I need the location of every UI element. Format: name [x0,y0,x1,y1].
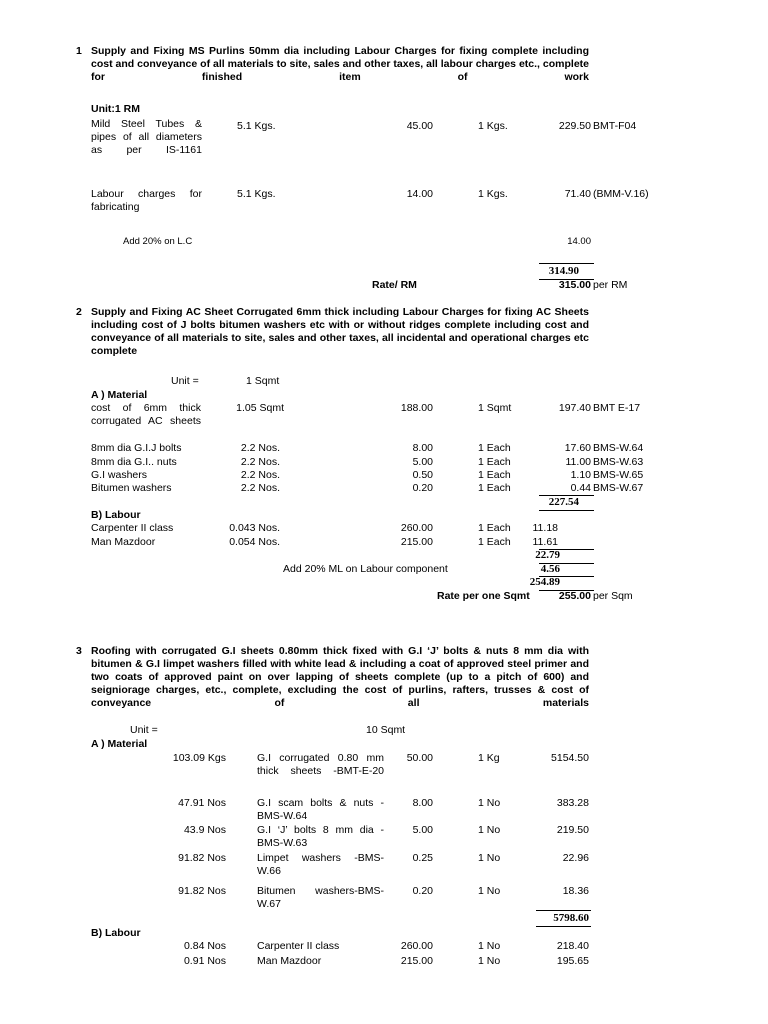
item-3-material-row-5-rate: 0.20 [412,885,433,897]
item-2-material-row-2-per: 1 Each [478,442,511,454]
item-2-material-row-5-per: 1 Each [478,482,511,494]
item-3-material-row-2-desc: G.I scam bolts & nuts -BMS-W.64 [257,797,384,822]
item-2-material-row-4-ref: BMS-W.65 [593,469,644,481]
item-2-material-row-1-per: 1 Sqmt [478,402,512,414]
item-2-labour-row-2-qty: 0.054 Nos. [229,536,280,548]
item-3-labour-row-2-qty: 0.91 Nos [183,955,226,967]
item-1-rule-top [539,263,594,264]
item-2-grand-total: 254.89 [529,576,560,588]
item-3-labour-row-2-rate: 215.00 [400,955,433,967]
item-1-unit: Unit:1 RM [91,103,140,115]
item-3-material-row-5-qty: 91.82 Nos [178,885,226,897]
item-3-material-row-5-desc: Bitumen washers-BMS-W.67 [257,885,384,910]
item-2-rate-unit: per Sqm [593,590,633,602]
item-3-material-total: 5798.60 [553,912,589,924]
item-2-material-total: 227.54 [548,496,579,508]
item-3-unit-value: 10 Sqmt [366,724,406,736]
item-2-unit-value: 1 Sqmt [246,375,280,387]
item-1-rate-value: 315.00 [558,279,591,291]
item-1-add-label: Add 20% on L.C [123,236,193,247]
item-2-material-row-4-amount: 1.10 [570,469,591,481]
item-3-material-row-5-per: 1 No [478,885,501,897]
item-3-material-row-1-desc: G.I corrugated 0.80 mm thick sheets -BMT-E-20 [257,752,384,777]
item-2-material-row-4-per: 1 Each [478,469,511,481]
item-3-material-row-4-qty: 91.82 Nos [178,852,226,864]
item-3-material-row-3-amount: 219.50 [556,824,589,836]
item-2-material-row-4-rate: 0.50 [412,469,433,481]
item-3-labour-heading: B) Labour [91,927,141,939]
item-2-material-row-2-desc: 8mm dia G.I.J bolts [91,442,182,454]
item-2-labour-row-2-rate: 215.00 [400,536,433,548]
item-3-material-row-1-per: 1 Kg [478,752,500,764]
item-2-ml-label: Add 20% ML on Labour component [283,563,448,575]
item-2-material-row-2-amount: 17.60 [564,442,591,454]
item-3-labour-row-2-per: 1 No [478,955,501,967]
item-1-rate-label: Rate/ RM [372,279,417,291]
item-3-labour-row-2-amount: 195.65 [556,955,589,967]
item-3-material-rule-top [536,910,591,911]
item-1-description: Supply and Fixing MS Purlins 50mm dia including Labour Charges for fixing complete including cost and conveyance of all materials to site, sales and other taxes, all labour charges etc., complete for finished item of work [91,45,589,83]
item-2-material-row-3-per: 1 Each [478,456,511,468]
item-2-labour-heading: B) Labour [91,509,141,521]
item-1-row-2-per: 1 Kgs. [478,188,508,200]
item-2-material-row-2-qty: 2.2 Nos. [240,442,280,454]
item-3-material-row-3-qty: 43.9 Nos [183,824,226,836]
item-1-total: 314.90 [548,265,579,277]
item-3-description: Roofing with corrugated G.I sheets 0.80mm thick fixed with G.I ‘J’ bolts & nuts 8 mm dia with bitumen & G.I limpet washers filled with white lead & including a coat of approved steel primer and two coats of approved paint on over lapping of sheets complete (up to a pitch of 600) and seigniorage charges, etc., complete, excluding the cost of purlins, rafters, trusses & cost of conveyance of all materials [91,645,589,709]
item-2-ml-amount: 4.56 [540,563,560,575]
item-2-labour-row-1-amount: 11.18 [532,522,558,534]
item-2-material-row-3-rate: 5.00 [412,456,433,468]
item-1-row-2-ref: (BMM-V.16) [593,188,649,200]
item-3-labour-row-1-desc: Carpenter II class [257,940,340,952]
item-2-labour-row-1-desc: Carpenter II class [91,522,174,534]
item-1-number: 1 [76,45,82,57]
item-2-material-row-2-rate: 8.00 [412,442,433,454]
item-2-number: 2 [76,306,82,318]
item-1-row-2-rate: 14.00 [406,188,433,200]
item-3-labour-row-1-per: 1 No [478,940,501,952]
item-3-labour-row-1-qty: 0.84 Nos [183,940,226,952]
item-1-row-1-amount: 229.50 [558,120,591,132]
item-2-labour-row-2-desc: Man Mazdoor [91,536,156,548]
item-3-material-row-2-per: 1 No [478,797,501,809]
item-2-labour-row-2-per: 1 Each [478,536,511,548]
item-2-labour-row-2-amount: 11.61 [532,536,558,548]
item-2-material-row-5-rate: 0.20 [412,482,433,494]
item-3-material-heading: A ) Material [91,738,148,750]
item-2-material-row-5-qty: 2.2 Nos. [240,482,280,494]
item-2-material-row-3-amount: 11.00 [565,456,591,468]
item-3-material-row-1-rate: 50.00 [406,752,433,764]
item-2-material-row-1-qty: 1.05 Sqmt [236,402,284,414]
item-2-material-row-1-desc: cost of 6mm thick corrugated AC sheets [91,402,201,427]
item-1-row-1-desc: Mild Steel Tubes & pipes of all diameters as per IS-1161 [91,118,202,156]
item-1-rate-unit: per RM [593,279,628,291]
item-2-rate-label: Rate per one Sqmt [437,590,530,602]
item-2-material-row-3-ref: BMS-W.63 [593,456,644,468]
item-2-labour-total: 22.79 [535,549,560,561]
item-2-material-row-4-qty: 2.2 Nos. [240,469,280,481]
item-2-material-row-1-amount: 197.40 [558,402,591,414]
item-3-material-row-1-qty: 103.09 Kgs [172,752,226,764]
item-2-material-row-1-rate: 188.00 [400,402,433,414]
item-2-labour-row-1-per: 1 Each [478,522,511,534]
item-3-material-row-3-per: 1 No [478,824,501,836]
item-3-unit-label: Unit = [130,724,158,736]
item-1-row-2-amount: 71.40 [564,188,591,200]
item-1-row-1-ref: BMT-F04 [593,120,637,132]
item-3-labour-row-2-desc: Man Mazdoor [257,955,322,967]
item-2-material-row-3-qty: 2.2 Nos. [240,456,280,468]
item-3-number: 3 [76,645,82,657]
item-3-material-rule-bottom [536,926,591,927]
item-2-material-heading: A ) Material [91,389,148,401]
item-2-material-row-2-ref: BMS-W.64 [593,442,644,454]
item-2-material-row-3-desc: 8mm dia G.I.. nuts [91,456,177,468]
item-3-labour-row-1-amount: 218.40 [556,940,589,952]
item-1-row-1-rate: 45.00 [406,120,433,132]
item-2-material-row-5-amount: 0.44 [570,482,591,494]
item-1-row-2-desc: Labour charges for fabricating [91,188,202,213]
item-1-add-amount: 14.00 [567,236,591,247]
item-3-material-row-2-qty: 47.91 Nos [178,797,226,809]
item-3-material-row-2-rate: 8.00 [412,797,433,809]
item-2-material-row-5-desc: Bitumen washers [91,482,172,494]
item-2-material-row-5-ref: BMS-W.67 [593,482,644,494]
item-3-material-row-4-per: 1 No [478,852,501,864]
item-1-row-1-per: 1 Kgs. [478,120,508,132]
item-3-material-row-4-rate: 0.25 [412,852,433,864]
item-1-row-1-qty: 5.1 Kgs. [237,120,276,132]
item-2-material-row-4-desc: G.I washers [91,469,148,481]
item-2-rate-value: 255.00 [558,590,591,602]
item-2-unit-label: Unit = [171,375,199,387]
item-3-material-row-3-rate: 5.00 [412,824,433,836]
item-3-material-row-5-amount: 18.36 [562,885,589,897]
item-2-labour-row-1-qty: 0.043 Nos. [229,522,280,534]
item-2-labour-row-1-rate: 260.00 [400,522,433,534]
item-1-row-2-qty: 5.1 Kgs. [237,188,276,200]
item-2-material-rule-bottom [539,510,594,511]
item-3-material-row-2-amount: 383.28 [556,797,589,809]
item-3-material-row-3-desc: G.I ‘J’ bolts 8 mm dia -BMS-W.63 [257,824,384,849]
item-3-material-row-1-amount: 5154.50 [551,752,589,764]
item-3-material-row-4-amount: 22.96 [562,852,589,864]
item-2-material-row-1-ref: BMT E-17 [593,402,641,414]
item-3-material-row-4-desc: Limpet washers -BMS-W.66 [257,852,384,877]
item-3-labour-row-1-rate: 260.00 [400,940,433,952]
item-2-description: Supply and Fixing AC Sheet Corrugated 6mm thick including Labour Charges for fixing AC Sheets including cost of J bolts bitumen washers etc with or without ridges complete including cost and conveyance of all materials to site, sales and other taxes, all incidental and operational charges etc complete [91,306,589,357]
